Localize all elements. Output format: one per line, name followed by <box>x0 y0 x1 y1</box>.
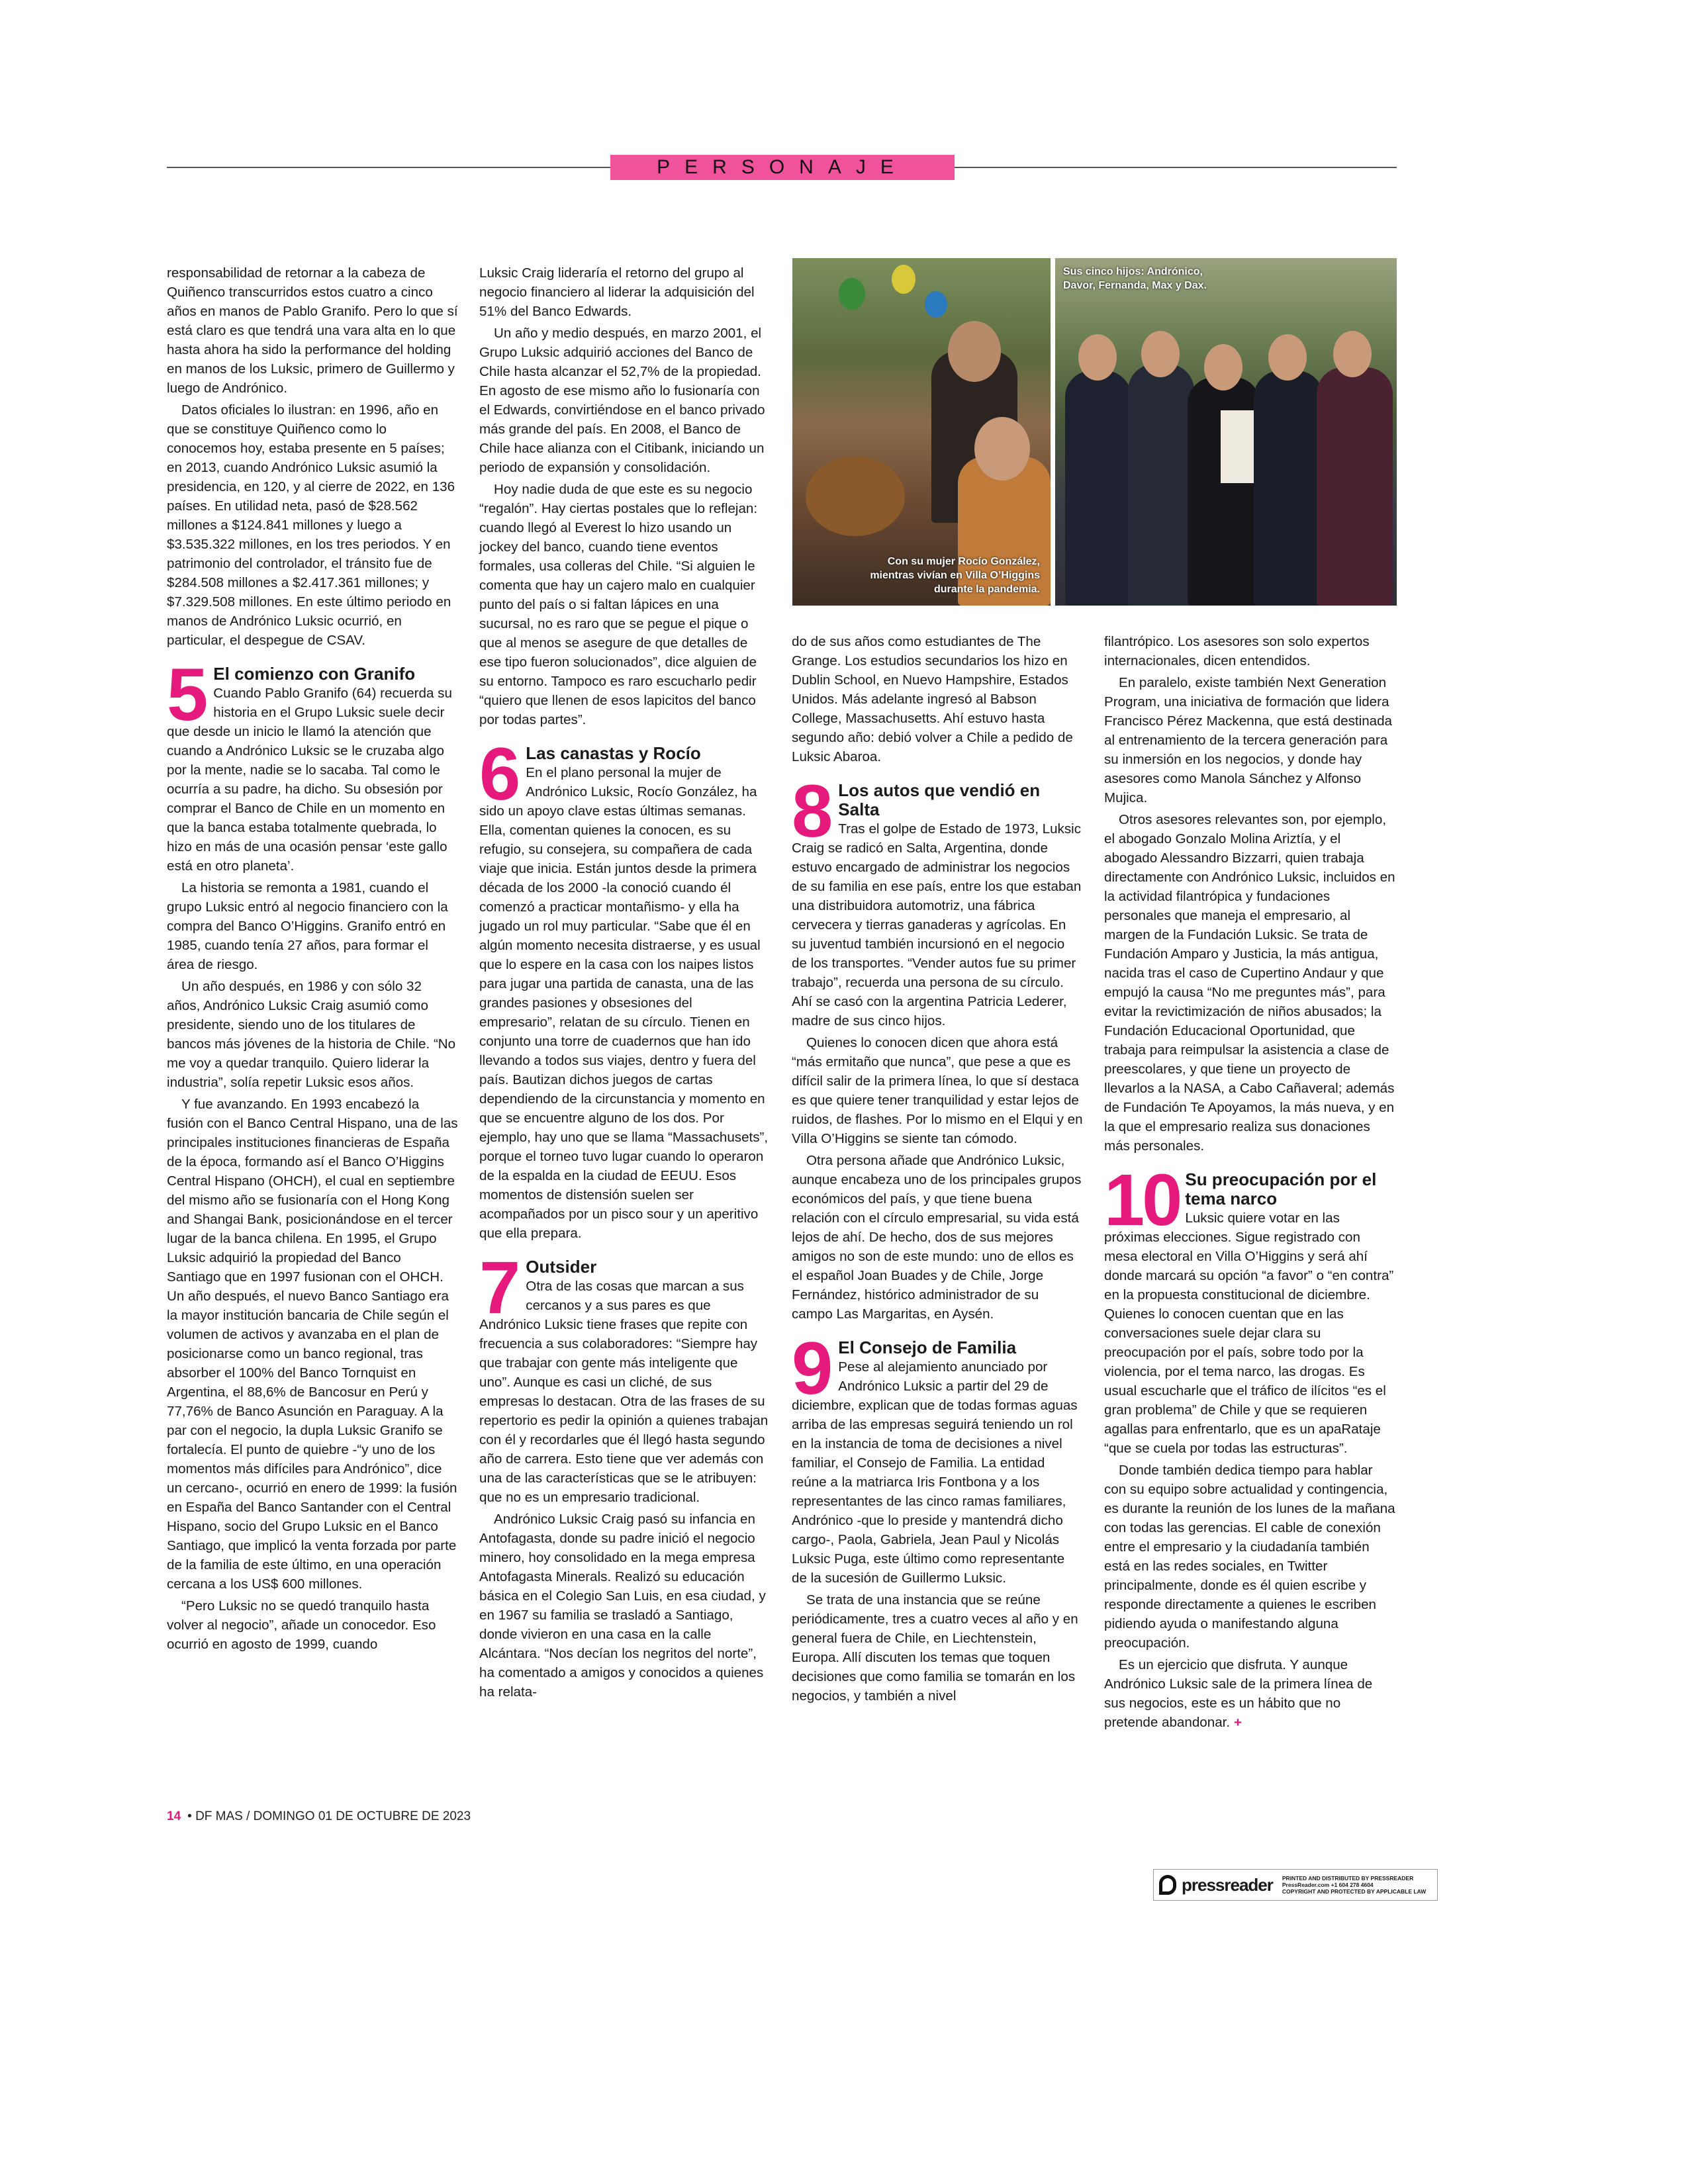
paragraph <box>1104 1655 1397 1732</box>
section-number: 5 <box>167 653 209 736</box>
balloon-green <box>839 278 865 310</box>
pressreader-legal <box>1282 1875 1426 1895</box>
closing-text: Es un ejercicio que disfruta. Y aunque Andrónico Luksic sale de la primera línea de sus negocios, este es un hábito que no pretende abandonar. <box>1104 1657 1373 1730</box>
column-1 <box>167 263 458 1657</box>
paragraph: Hoy nadie duda de que este es su negocio “regalón”. Hay ciertas postales que lo reflejan: cuando llegó al Everest lo hizo usando un jockey del banco, cuando tiene eventos formales, usa colleras del Chile. “Si alguien le comenta que hay un cajero malo en cualquier punto del país o si faltan lápices en una sucursal, no es raro que se pegue el pique o que al menos se asegure de que detalles de ese tipo fueron solucionados”, dice alguien de su entorno. Tampoco es raro escucharlo pedir “quiero que llenen de esos lapicitos del banco por todas partes”. <box>479 482 758 727</box>
section-5 <box>167 653 458 876</box>
paragraph: Andrónico Luksic Craig pasó su infancia en Antofagasta, donde su padre inició el negocio minero, hoy consolidado en la mega empresa Antofagasta Minerals. Realizó su educación básica en el Colegio San Luis, en esa ciudad, y en 1967 su familia se trasladó a Santiago, donde vivieron en una casa en la calle Alcántara. “Nos decían los negritos del norte”, ha comentado a amigos y conocidos a quienes ha relata- <box>479 1512 766 1700</box>
paragraph: Un año después, en 1986 y con sólo 32 años, Andrónico Luksic Craig asumió como presidente, siendo uno de los titulares de bancos más jóvenes de la historia de Chile. “No me voy a quedar tranquilo. Quiero liderar la industria”, solía repetir Luksic esos años. <box>167 979 456 1090</box>
balloon-yellow <box>892 265 915 294</box>
pressreader-line: PRINTED AND DISTRIBUTED BY PRESSREADER <box>1282 1875 1414 1882</box>
paragraph: Datos oficiales lo ilustran: en 1996, año en que se constituye Quiñenco como lo conocemos hoy, estaba presente en 5 países; en 2013, cuando Andrónico Luksic asumió la presidencia, en 120, y al cierre de 2022, en 136 países. En utilidad neta, pasó de $28.562 millones a $124.841 millones y luego a $3.535.322 millones, en los tres periodos. Y en patrimonio del controlador, el tránsito fue de $284.508 millones a $2.417.361 millones; y $7.329.508 millones. En este último periodo en manos de Andrónico Luksic ocurrió, en particular, el despegue de CSAV. <box>167 402 455 648</box>
paragraph: Quienes lo conocen dicen que ahora está “más ermitaño que nunca”, que pese a que es difícil salir de la primera línea, lo que sí destaca es que quiere tener tranquilidad y estar lejos de ruidos, de flashes. Por lo mismo en el Elqui y en Villa O’Higgins se siente tan cómodo. <box>792 1035 1083 1146</box>
son-head-4 <box>1333 331 1372 377</box>
section-6 <box>479 733 771 1243</box>
section-title: Su preocupación por el tema narco <box>1185 1169 1377 1208</box>
page-footer <box>167 1809 471 1824</box>
section-title: El Consejo de Familia <box>838 1338 1017 1357</box>
paragraph: Luksic quiere votar en las próximas elecciones. Sigue registrado con mesa electoral en Villa O’Higgins y será ahí donde marcará su opción “a favor” o “en contra” en la propuesta constitucional de diciembre. Quienes lo conocen cuentan que en las conversaciones suele dejar clara su preocupación por el país, sobre todo por la violencia, por el tema narco, las drogas. Es usual escucharle que el tráfico de ilícitos “es el gran problema” de Chile y que se requieren agallas para enfrentarlo, que es un apaRataje “que se cuela por todas las estructuras”. <box>1104 1210 1394 1456</box>
son-figure-4 <box>1317 367 1393 606</box>
balloon-blue <box>925 291 947 318</box>
section-8 <box>792 770 1083 1030</box>
paragraph: Donde también dedica tiempo para hablar con su equipo sobre actualidad y contingencia, es durante la reunión de los lunes de la mañana con todas las gerencias. El cable de conexión entre el empresario y la ciudadanía también está en las redes sociales, en Twitter principalmente, donde es él quien escribe y responde directamente a quienes le escriben pidiendo ayuda o manifestando alguna preocupación. <box>1104 1463 1395 1651</box>
page-number: 14 <box>167 1809 181 1823</box>
column-3 <box>792 632 1083 1708</box>
paragraph: responsabilidad de retornar a la cabeza de Quiñenco transcurridos estos cuatro a cinco años en manos de Pablo Granifo. Pero lo que sí está claro es que tendrá una vara alta en lo que hasta ahora ha sido la performance del holding en manos de los Luksic, primero de Guillermo y luego de Andrónico. <box>167 265 458 396</box>
paragraph: Pese al alejamiento anunciado por Andrónico Luksic a partir del 29 de diciembre, explican que de todas formas aguas arriba de las empresas seguirá teniendo un rol en la instancia de toma de decisiones a nivel familiar, el Consejo de Familia. La entidad reúne a la matriarca Iris Fontbona y a los representantes de las cinco ramas familiares, Andrónico -que lo preside y mantendrá dicho cargo-, Paola, Gabriela, Jean Paul y Nicolás Luksic Puga, este último como representante de la sucesión de Guillermo Luksic. <box>792 1359 1078 1586</box>
pressreader-line: COPYRIGHT AND PROTECTED BY APPLICABLE LAW <box>1282 1888 1427 1895</box>
paragraph: Otra persona añade que Andrónico Luksic, aunque encabeza uno de los principales grupos económicos del país, y que tiene buena relación con el círculo empresarial, su vida está lejos de ahí. De hecho, dos de sus mejores amigos no son de este mundo: uno de ellos es el español Joan Buades y de Chile, Jorge Fernández, histórico administrador de su campo Las Margaritas, en Aysén. <box>792 1153 1082 1322</box>
section-title: El comienzo con Granifo <box>213 664 416 684</box>
publication-line: • DF MAS / DOMINGO 01 DE OCTUBRE DE 2023 <box>187 1809 471 1823</box>
son-head-3 <box>1268 334 1307 381</box>
paragraph: Un año y medio después, en marzo 2001, el Grupo Luksic adquirió acciones del Banco de Chile hasta alcanzar el 52,7% de la propiedad. En agosto de ese mismo año lo fusionaría con el Edwards, convirtiéndose en el banco privado más grande del país. En 2008, el Banco de Chile hace alianza con el Citibank, iniciando un periodo de expansión y consolidación. <box>479 326 765 475</box>
paragraph: filantrópico. Los asesores son solo expertos internacionales, dicen entendidos. <box>1104 634 1370 668</box>
section-number: 6 <box>479 733 521 815</box>
paragraph: Luksic Craig lideraría el retorno del grupo al negocio financiero al liderar la adquisición del 51% del Banco Edwards. <box>479 265 755 319</box>
column-2 <box>479 263 771 1704</box>
section-title: Outsider <box>526 1257 597 1277</box>
section-number: 7 <box>479 1246 521 1329</box>
son-figure-1 <box>1065 371 1131 606</box>
end-mark: + <box>1233 1715 1242 1730</box>
paragraph: La historia se remonta a 1981, cuando el grupo Luksic entró al negocio financiero con la compra del Banco O’Higgins. Granifo entró en 1985, cuando tenía 27 años, para formar el área de riesgo. <box>167 880 448 972</box>
section-title: Las canastas y Rocío <box>526 743 701 763</box>
pressreader-line: PressReader.com +1 604 278 4604 <box>1282 1882 1374 1888</box>
paragraph: Y fue avanzando. En 1993 encabezó la fusión con el Banco Central Hispano, una de las principales instituciones financieras de España de la época, formando así el Banco O’Higgins Central Hispano (OHCH), el cual en septiembre del mismo año se fusionaría con el Hong Kong and Shangai Bank, posicionándose en el tercer lugar de la banca chilena. En 1995, el Grupo Luksic adquirió la propiedad del Banco Santiago que en 1997 fusionan con el OHCH. Un año después, el nuevo Banco Santiago era la mayor institución bancaria de Chile según el volumen de activos y avanzaba en el plan de posicionarse como un banco regional, tras absorber el 100% del Banco Tornquist en Argentina, el 88,6% de Bancosur en Perú y 77,76% de Banco Asunción en Paraguay. A la par con el negocio, la dupla Luksic Granifo se fortalecía. El punto de quiebre -“y uno de los momentos más difíciles para Andrónico”, dice un cercano-, ocurrió en enero de 1999: la fusión en España del Banco Santander con el Central Hispano, socio del Grupo Luksic en el Banco Santiago, que implicó la venta forzada por parte de la familia de este último, en una operación cercana a los US$ 600 millones. <box>167 1097 458 1592</box>
man-head <box>948 321 1001 382</box>
section-kicker: PERSONAJE <box>610 155 955 180</box>
photo-caption-children: Sus cinco hijos: Andrónico, Davor, Fernanda, Max y Dax. <box>1063 266 1207 291</box>
column-4 <box>1104 632 1397 1735</box>
section-number: 10 <box>1104 1160 1180 1241</box>
paragraph: “Pero Luksic no se quedó tranquilo hasta volver al negocio”, añade un conocedor. Eso ocurrió en agosto de 1999, cuando <box>167 1598 436 1652</box>
section-number: 9 <box>792 1327 833 1410</box>
pressreader-logo-icon <box>1159 1875 1176 1895</box>
section-10 <box>1104 1160 1397 1458</box>
photo-children <box>1055 258 1397 606</box>
woman-head <box>974 417 1030 480</box>
pressreader-badge[interactable] <box>1153 1869 1438 1901</box>
pressreader-name: pressreader <box>1182 1874 1273 1895</box>
section-9 <box>792 1327 1083 1588</box>
daughter-head <box>1204 344 1243 390</box>
section-title: Los autos que vendió en Salta <box>838 780 1041 819</box>
paragraph: En el plano personal la mujer de Andrónico Luksic, Rocío González, ha sido un apoyo clave estas últimas semanas. Ella, comentan quienes la conocen, es su refugio, su consejera, su compañera de cada viaje que inicia. Están juntos desde la primera década de los 2000 -la conoció cuando él comenzó a practicar montañismo- y ella ha jugado un rol muy particular. “Sabe que él en algún momento necesita distraerse, y es usual que lo espere en la casa con los naipes listos para jugar una partida de canasta, una de las grandes pasiones y obsesiones del empresario”, relatan de su círculo. Tienen en conjunto una torre de cuadernos que han ido llevando a todos sus viajes, dentro y fuera del país. Bautizan dichos juegos de cartas dependiendo de la circunstancia y momento en que se encuentre alguno de los dos. Por ejemplo, hay uno que se llama “Massachusets”, porque el torneo tuvo lugar cuando lo operaron de la espalda en la ciudad de EEUU. Esos momentos de distensión suelen ser acompañados por un pisco sour y un aperitivo que ella prepara. <box>479 765 769 1241</box>
section-7 <box>479 1246 771 1507</box>
section-number: 8 <box>792 770 833 852</box>
paragraph: Otra de las cosas que marcan a sus cercanos y a sus pares es que Andrónico Luksic tiene frases que repite con frecuencia a sus colaboradores: “Siempre hay que trabajar con gente más inteligente que uno”. Aunque es casi un cliché, de sus empresas lo destacan. Otra de las frases de su repertorio es pedir la opinión a quienes trabajan con él y recordarles que él llegó hasta segundo año de carrera. Esto tiene que ver además con una de las características que se le atribuyen: que no es un empresario tradicional. <box>479 1279 769 1505</box>
paragraph: Otros asesores relevantes son, por ejemplo, el abogado Gonzalo Molina Ariztía, y el abogado Alessandro Bizzarri, quien trabaja directamente con Andrónico Luksic, incluidos en la actividad filantrópica y fundaciones personales que maneja el empresario, al margen de la Fundación Luksic. Se trata de Fundación Amparo y Justicia, la más antigua, nacida tras el caso de Cupertino Andaur y que empujó la causa “No me preguntes más”, para evitar la revictimización de niños abusados; la Fundación Educacional Oportunidad, que trabaja para reimpulsar la asistencia a clase de preescolares, y que tiene un proyecto de llevarlos a la NASA, a Cabo Cañaveral; además de Fundación Te Apoyamos, la más nueva, y en la que el empresario realiza sus donaciones más personales. <box>1104 812 1395 1154</box>
son-figure-2 <box>1128 364 1194 606</box>
paragraph: Tras el golpe de Estado de 1973, Luksic Craig se radicó en Salta, Argentina, donde estuvo encargado de administrar los negocios de su familia en ese país, entre los que estaban una distribuidora automotriz, una fábrica cervecera y tierras ganaderas y agrícolas. En su juventud también incursionó en el negocio de los transportes. “Vender autos fue su primer trabajo”, recuerda una persona de su círculo. Ahí se casó con la argentina Patricia Lederer, madre de sus cinco hijos. <box>792 821 1082 1028</box>
photo-caption-couple: Con su mujer Rocío González, mientras vivían en Villa O’Higgins durante la pandemia. <box>870 556 1040 595</box>
paragraph: do de sus años como estudiantes de The Grange. Los estudios secundarios los hizo en Dublin School, en Nuevo Hampshire, Estados Unidos. Más adelante ingresó al Babson College, Massachusetts. Ahí estuvo hasta segundo año: debió volver a Chile a pedido de Luksic Abaroa. <box>792 634 1073 764</box>
paragraph: Cuando Pablo Granifo (64) recuerda su historia en el Grupo Luksic suele decir que desde un inicio le llamó la atención que cuando a Andrónico Luksic se le cruzaba algo por la mente, nadie se lo sacaba. Tal como le ocurría a su padre, ha dicho. Su obsesión por comprar el Banco de Chile en un momento en que la banca estaba totalmente quebrada, lo hizo en más de una ocasión pensar ‘este gallo está en otro planeta’. <box>167 686 452 874</box>
paragraph: En paralelo, existe también Next Generation Program, una iniciativa de formación que lidera Francisco Pérez Mackenna, que está destinada al entrenamiento de la tercera generación para su inmersión en los negocios, y donde hay asesores como Manola Sánchez y Alfonso Mujica. <box>1104 675 1393 805</box>
paragraph: Se trata de una instancia que se reúne periódicamente, tres a cuatro veces al año y en general fuera de Chile, en Liechtenstein, Europa. Allí discuten los temas que toquen decisiones que como familia se tomarán en los negocios, y también a nivel <box>792 1592 1078 1704</box>
son-head-1 <box>1078 334 1117 381</box>
son-figure-3 <box>1254 371 1323 606</box>
son-head-2 <box>1141 331 1180 377</box>
birthday-cake <box>806 457 905 536</box>
photo-couple <box>792 258 1051 606</box>
